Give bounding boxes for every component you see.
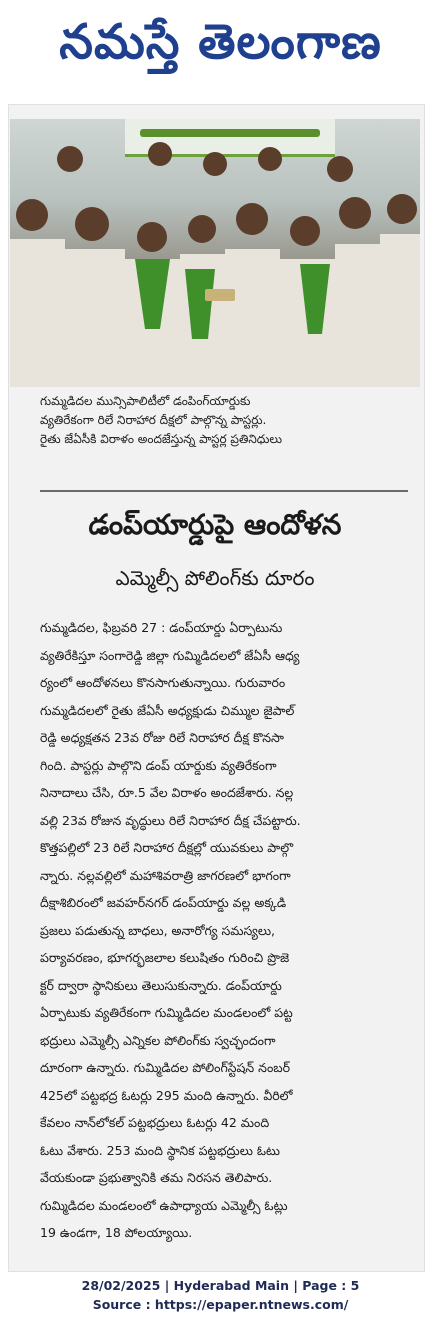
crowd-illustration bbox=[10, 119, 420, 387]
source-link[interactable]: Source : https://epaper.ntnews.com/ bbox=[92, 1297, 349, 1312]
body-line: ప్రజలు పడుతున్న బాధలు, అనారోగ్య సమస్యలు, bbox=[40, 922, 275, 938]
body-line: 425లో పట్టభద్ర ఓటర్లు 295 మంది ఉన్నారు. వీరిలో bbox=[40, 1087, 293, 1103]
body-line: కేవలం నాన్‌లోకల్ పట్టభద్రులు ఓటర్లు 42 మంది bbox=[40, 1115, 270, 1130]
newspaper-logo: నమస్తే తెలంగాణ bbox=[59, 14, 382, 70]
body-line: గుమ్మడిదలలో రైతు జేఏసీ అధ్యక్షుడు చిమ్ముల జైపాల్ bbox=[40, 702, 295, 718]
body-line: దూరంగా ఉన్నారు. గుమ్మిడిదల పోలింగ్‌స్టేషన్ నంబర్ bbox=[40, 1060, 291, 1075]
article-headline: డంప్‌యార్డుపై ఆందోళన bbox=[88, 508, 342, 541]
photo-caption bbox=[40, 392, 408, 449]
body-line: గుమ్మిడిదల మండలంలో ఉపాధ్యాయ ఎమ్మెల్సీ ఓట్లు bbox=[40, 1197, 288, 1213]
body-line: ఓటు వేశారు. 253 మంది స్థానిక పట్టభద్రులు ఓటు bbox=[40, 1142, 280, 1158]
body-line: కొత్తపల్లిలో 23 రిలే నిరాహార దీక్షల్లో యువకులు పాల్గొ bbox=[40, 840, 294, 855]
body-line: పర్యావరణం, భూగర్భజలాల కలుషితం గురించి ప్రొజె bbox=[40, 950, 290, 965]
body-line: ఏర్పాటుకు వ్యతిరేకంగా గుమ్మిడిదల మండలంలో పట్ట bbox=[40, 1005, 293, 1020]
body-line: దీక్షాశిబిరంలో జవహర్‌నగర్ డంప్‌యార్డు వల్ల అక్కడి bbox=[40, 895, 287, 910]
caption-divider bbox=[40, 490, 408, 492]
body-line: వల్లి 23వ రోజున వృద్ధులు రిలే నిరాహార దీక్ష చేపట్టారు. bbox=[40, 812, 301, 828]
caption-line: గుమ్మడిదల మున్సిపాలిటీలో డంపింగ్‌యార్డుకు bbox=[40, 394, 251, 408]
page-footer bbox=[0, 1276, 441, 1314]
caption-line: రైతు జేఏసీకి విరాళం అందజేస్తున్న పాస్టర్ల ప్రతినిధులు bbox=[40, 432, 283, 446]
body-line: క్టర్ ద్వారా స్థానికులు తెలుసుకున్నారు. డంప్‌యార్డు bbox=[40, 977, 282, 993]
body-line: వ్యతిరేకిస్తూ సంగారెడ్డి జిల్లా గుమ్మిడిదలలో జేఏసీ ఆధ్య bbox=[40, 647, 300, 663]
body-line: వేయకుండా ప్రభుత్వానికి తమ నిరసన తెలిపారు. bbox=[40, 1170, 273, 1185]
body-line: గుమ్మడిదల, ఫిబ్రవరి 27 : డంప్‌యార్డు ఏర్పాటును bbox=[40, 620, 283, 635]
edition-info: 28/02/2025 | Hyderabad Main | Page : 5 bbox=[81, 1278, 360, 1293]
body-line: గింది. పాస్టర్లు పాల్గొని డంప్ యార్డుకు వ్యతిరేకంగా bbox=[40, 757, 277, 773]
body-line: భద్రులు ఎమ్మెల్సీ ఎన్నికల పోలింగ్‌కు స్వచ్ఛందంగా bbox=[40, 1032, 276, 1048]
body-line: నినాదాలు చేసి, రూ.5 వేల విరాళం అందజేశారు. నల్ల bbox=[40, 785, 294, 800]
body-line: రెడ్డి అధ్యక్షతన 23వ రోజు రిలే నిరాహార దీక్ష కొనసా bbox=[40, 730, 284, 745]
body-line: 19 ఉండగా, 18 పోలయ్యాయి. bbox=[40, 1225, 193, 1240]
article-subheadline: ఎమ్మెల్సీ పోలింగ్‌కు దూరం bbox=[115, 566, 315, 590]
body-line: న్నారు. నల్లవల్లిలో మహాశివరాత్రి జాగరణలో భాగంగా bbox=[40, 867, 291, 883]
caption-line: వ్యతిరేకంగా రిలే నిరాహార దీక్షలో పాల్గొన్న పాస్టర్లు. bbox=[40, 413, 267, 427]
masthead bbox=[0, 0, 441, 96]
article-body bbox=[40, 614, 408, 1247]
news-photo bbox=[10, 119, 420, 387]
body-line: ర్యంలో ఆందోళనలు కొనసాగుతున్నాయి. గురువారం bbox=[40, 675, 286, 690]
